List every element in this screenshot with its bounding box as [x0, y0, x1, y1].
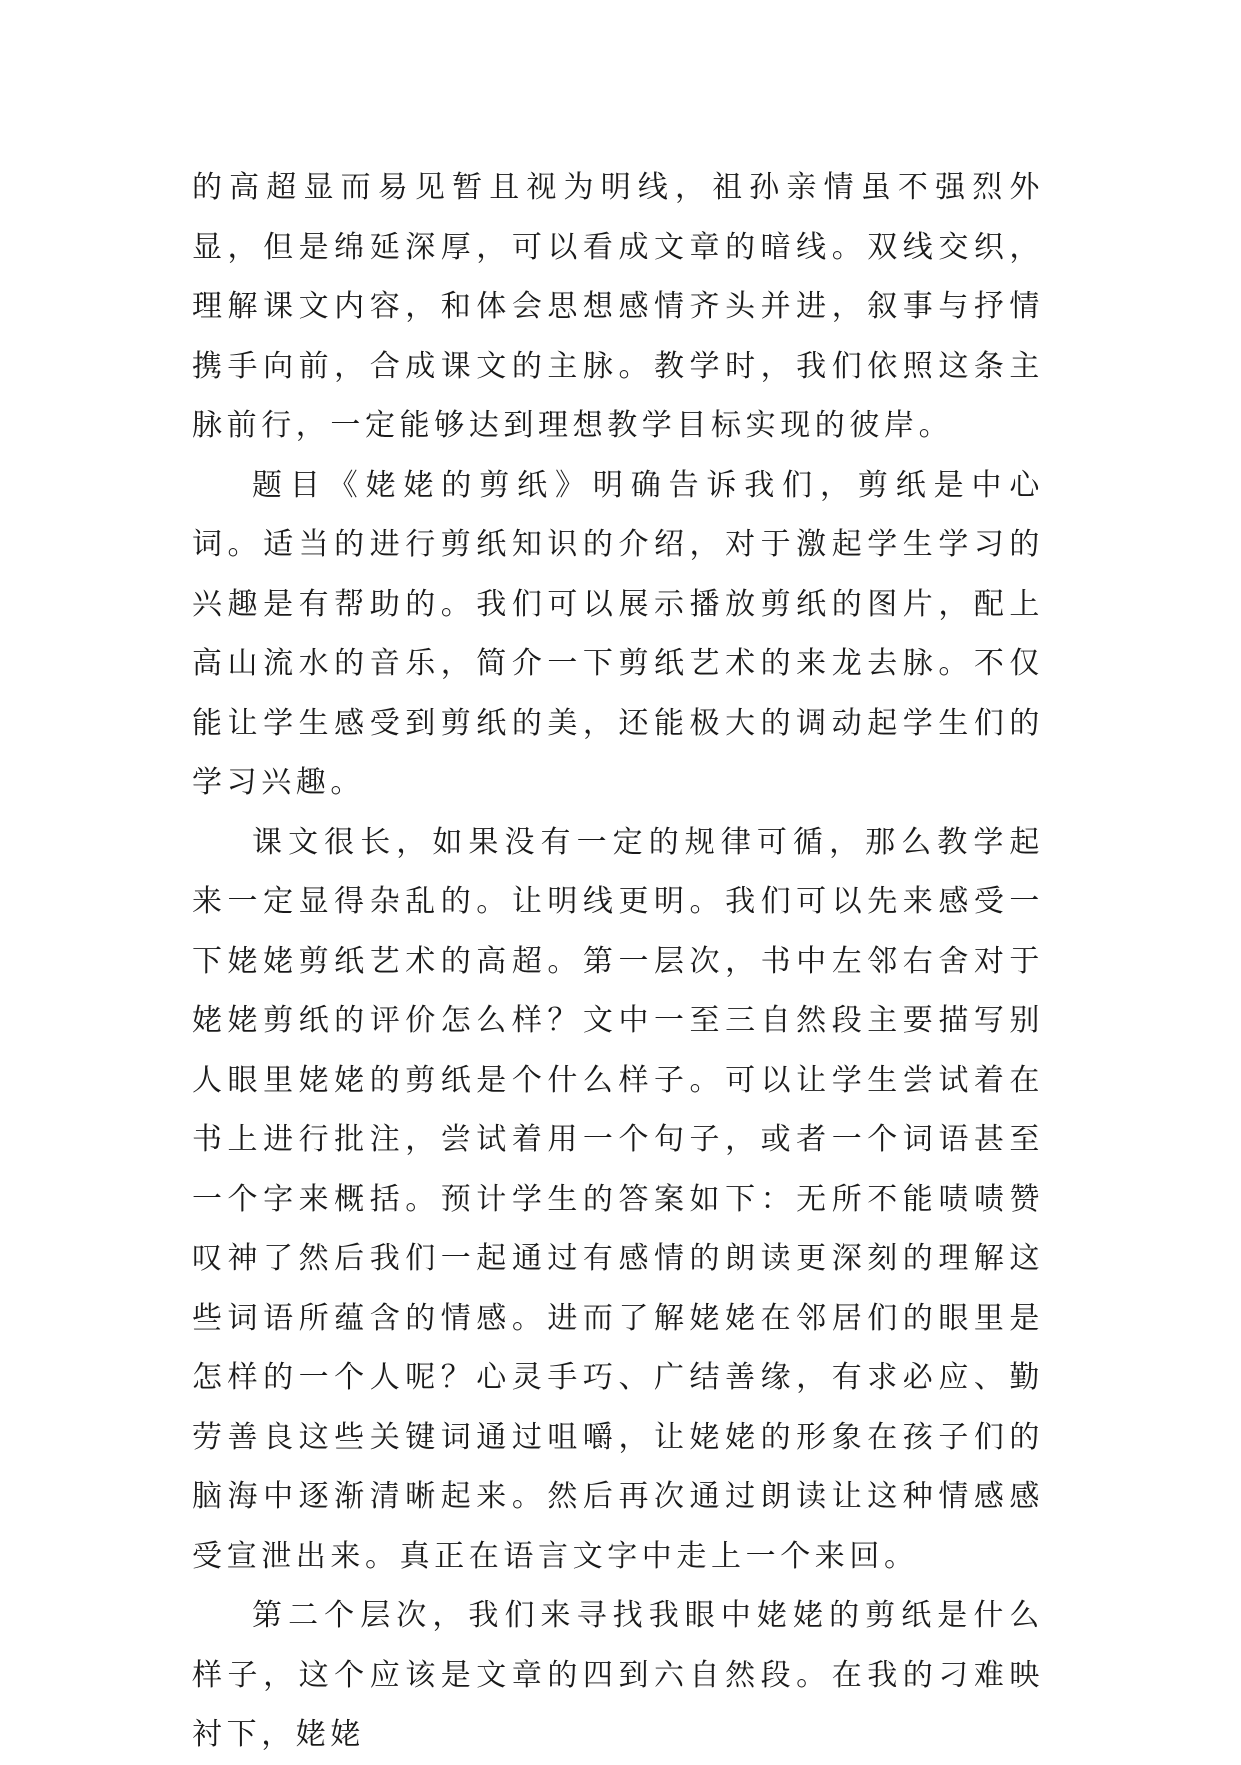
document-body [192, 158, 1044, 1765]
paragraph-3: 课文很长，如果没有一定的规律可循，那么教学起来一定显得杂乱的。让明线更明。我们可以先来感受一下姥姥剪纸艺术的高超。第一层次，书中左邻右舍对于姥姥剪纸的评价怎么样？文中一至三自然段主要描写别人眼里姥姥的剪纸是个什么样子。可以让学生尝试着在书上进行批注，尝试着用一个句子，或者一个词语甚至一个字来概括。预计学生的答案如下：无所不能啧啧赞叹神了然后我们一起通过有感情的朗读更深刻的理解这些词语所蕴含的情感。进而了解姥姥在邻居们的眼里是怎样的一个人呢？心灵手巧、广结善缘，有求必应、勤劳善良这些关键词通过咀嚼，让姥姥的形象在孩子们的脑海中逐渐清晰起来。然后再次通过朗读让这种情感感受宣泄出来。真正在语言文字中走上一个来回。 [192, 824, 1044, 1574]
paragraph-2: 题目《姥姥的剪纸》明确告诉我们，剪纸是中心词。适当的进行剪纸知识的介绍，对于激起学生学习的兴趣是有帮助的。我们可以展示播放剪纸的图片，配上高山流水的音乐，简介一下剪纸艺术的来龙去脉。不仅能让学生感受到剪纸的美，还能极大的调动起学生们的学习兴趣。 [192, 467, 1044, 800]
paragraph-4: 第二个层次，我们来寻找我眼中姥姥的剪纸是什么样子，这个应该是文章的四到六自然段。在我的刁难映衬下，姥姥 [192, 1598, 1044, 1752]
paragraph-1: 的高超显而易见暂且视为明线，祖孙亲情虽不强烈外显，但是绵延深厚，可以看成文章的暗线。双线交织，理解课文内容，和体会思想感情齐头并进，叙事与抒情携手向前，合成课文的主脉。教学时，我们依照这条主脉前行，一定能够达到理想教学目标实现的彼岸。 [192, 170, 1044, 443]
